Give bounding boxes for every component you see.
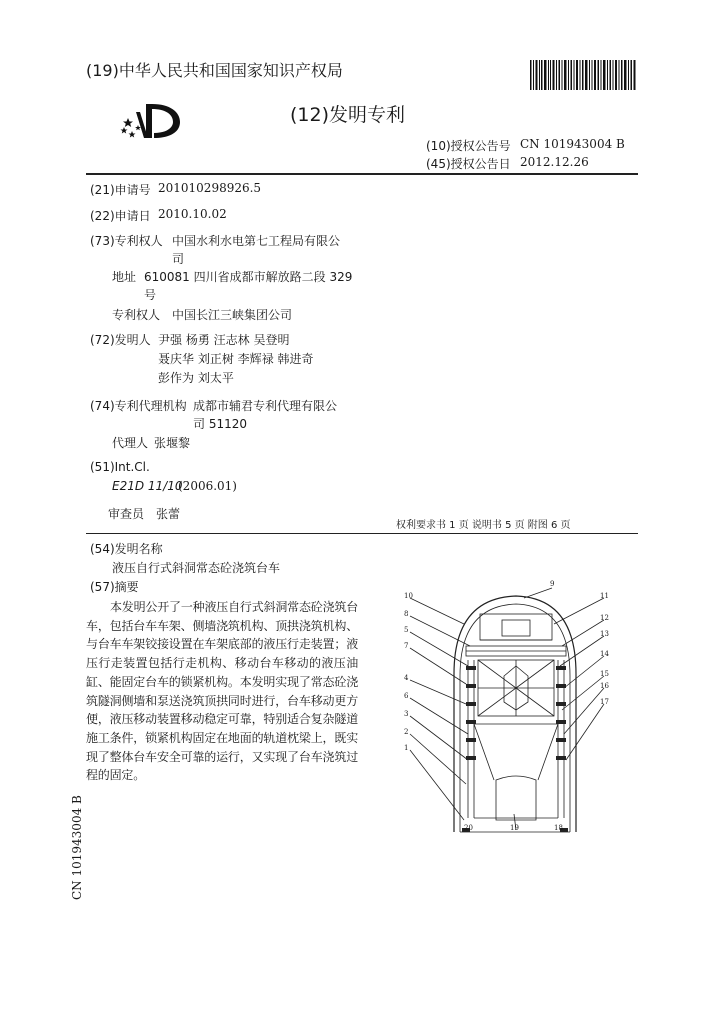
figure-label-20: 20 [464,824,473,832]
inventors-line2: 聂庆华 刘正树 李辉禄 韩进奇 [158,352,314,366]
address-label: 地址 [112,270,137,284]
patentee-2-name: 中国长江三峡集团公司 [172,308,293,322]
figure-label-6: 6 [404,692,409,700]
address-line2: 号 [144,288,157,302]
figure-label-10: 10 [404,592,413,600]
inventors-line3: 彭作为 刘太平 [158,371,234,385]
invention-title: 液压自行式斜洞常态砼浇筑台车 [112,561,281,575]
figure-label-16: 16 [600,682,609,690]
publication-date-label: (45)授权公告日 [426,157,511,171]
inventors-line1: 尹强 杨勇 汪志林 吴登明 [158,333,290,347]
agency-label: (74)专利代理机构 [90,399,187,413]
application-number-label: (21)申请号 [90,183,151,197]
page-counts: 权利要求书 1 页 说明书 5 页 附图 6 页 [396,520,571,531]
figure-label-18: 18 [554,824,563,832]
examiner-name: 张蕾 [156,507,181,521]
logo-graphic [118,100,188,142]
document-type: (12)发明专利 [290,104,406,126]
issuing-authority: (19)中华人民共和国国家知识产权局 [86,61,343,80]
figure-label-5: 5 [404,626,409,634]
agent-name: 张堰黎 [154,436,191,450]
figure-label-11: 11 [600,592,609,600]
figure-label-14: 14 [600,650,609,658]
figure-label-7: 7 [404,642,409,650]
figure-label-1: 1 [404,744,409,752]
header-divider [86,173,638,175]
figure-label-13: 13 [600,630,609,638]
abstract-text: 本发明公开了一种液压自行式斜洞常态砼浇筑台车，包括台车车架、侧墙浇筑机构、顶拱浇筑机构、与台车车架铰接设置在车架底部的液压行走装置；液压行走装置包括行走机构、移动台车移动的液压油缸、能固定台车的锁紧机构。本发明实现了常态砼浇筑隧洞侧墙和泵送浇筑顶拱同时进行，台车移动更方便，液压移动装置移动稳定可靠，特别适合复杂隧道施工条件，锁紧机构固定在地面的轨道枕梁上，既实现了整体台车安全可靠的运行，又实现了台车浇筑过程的固定。 [86,600,358,783]
figure-label-19: 19 [510,824,519,832]
patentee-name-line2: 司 [172,252,185,266]
figure-label-2: 2 [404,728,409,736]
patentee-label: (73)专利权人 [90,234,163,248]
patentee-2-label: 专利权人 [112,308,161,322]
figure-label-8: 8 [404,610,409,618]
int-cl-year: (2006.01) [178,479,237,493]
figure-label-15: 15 [600,670,609,678]
barcode [530,60,636,90]
figure-label-9: 9 [550,580,555,588]
barcode-graphic [530,60,636,90]
abstract-label: (57)摘要 [90,580,139,594]
inventor-label: (72)发明人 [90,333,151,347]
agency-line2: 司 51120 [193,417,247,431]
patentee-name-line1: 中国水利水电第七工程局有限公 [172,234,341,248]
figure-label-17: 17 [600,698,609,706]
examiner-label: 审查员 [108,507,145,521]
int-cl-code: E21D 11/10 [112,479,183,493]
side-publication-number: CN 101943004 B [70,795,84,900]
int-cl-label: (51)Int.Cl. [90,460,150,474]
figure-label-12: 12 [600,614,609,622]
trolley-drawing [404,584,610,834]
biblio-divider [86,533,638,534]
address-line1: 610081 四川省成都市解放路二段 329 [144,270,353,284]
filing-date-label: (22)申请日 [90,209,151,223]
publication-date: 2012.12.26 [520,155,589,169]
publication-number-label: (10)授权公告号 [426,139,511,153]
filing-date: 2010.10.02 [158,207,227,221]
invention-title-label: (54)发明名称 [90,542,163,556]
agency-line1: 成都市辅君专利代理有限公 [193,399,338,413]
agent-label: 代理人 [112,436,149,450]
figure-label-3: 3 [404,710,409,718]
sipo-logo [118,100,188,142]
figure-label-4: 4 [404,674,409,682]
abstract-figure [404,580,610,834]
application-number: 201010298926.5 [158,181,262,195]
publication-number: CN 101943004 B [520,137,625,151]
